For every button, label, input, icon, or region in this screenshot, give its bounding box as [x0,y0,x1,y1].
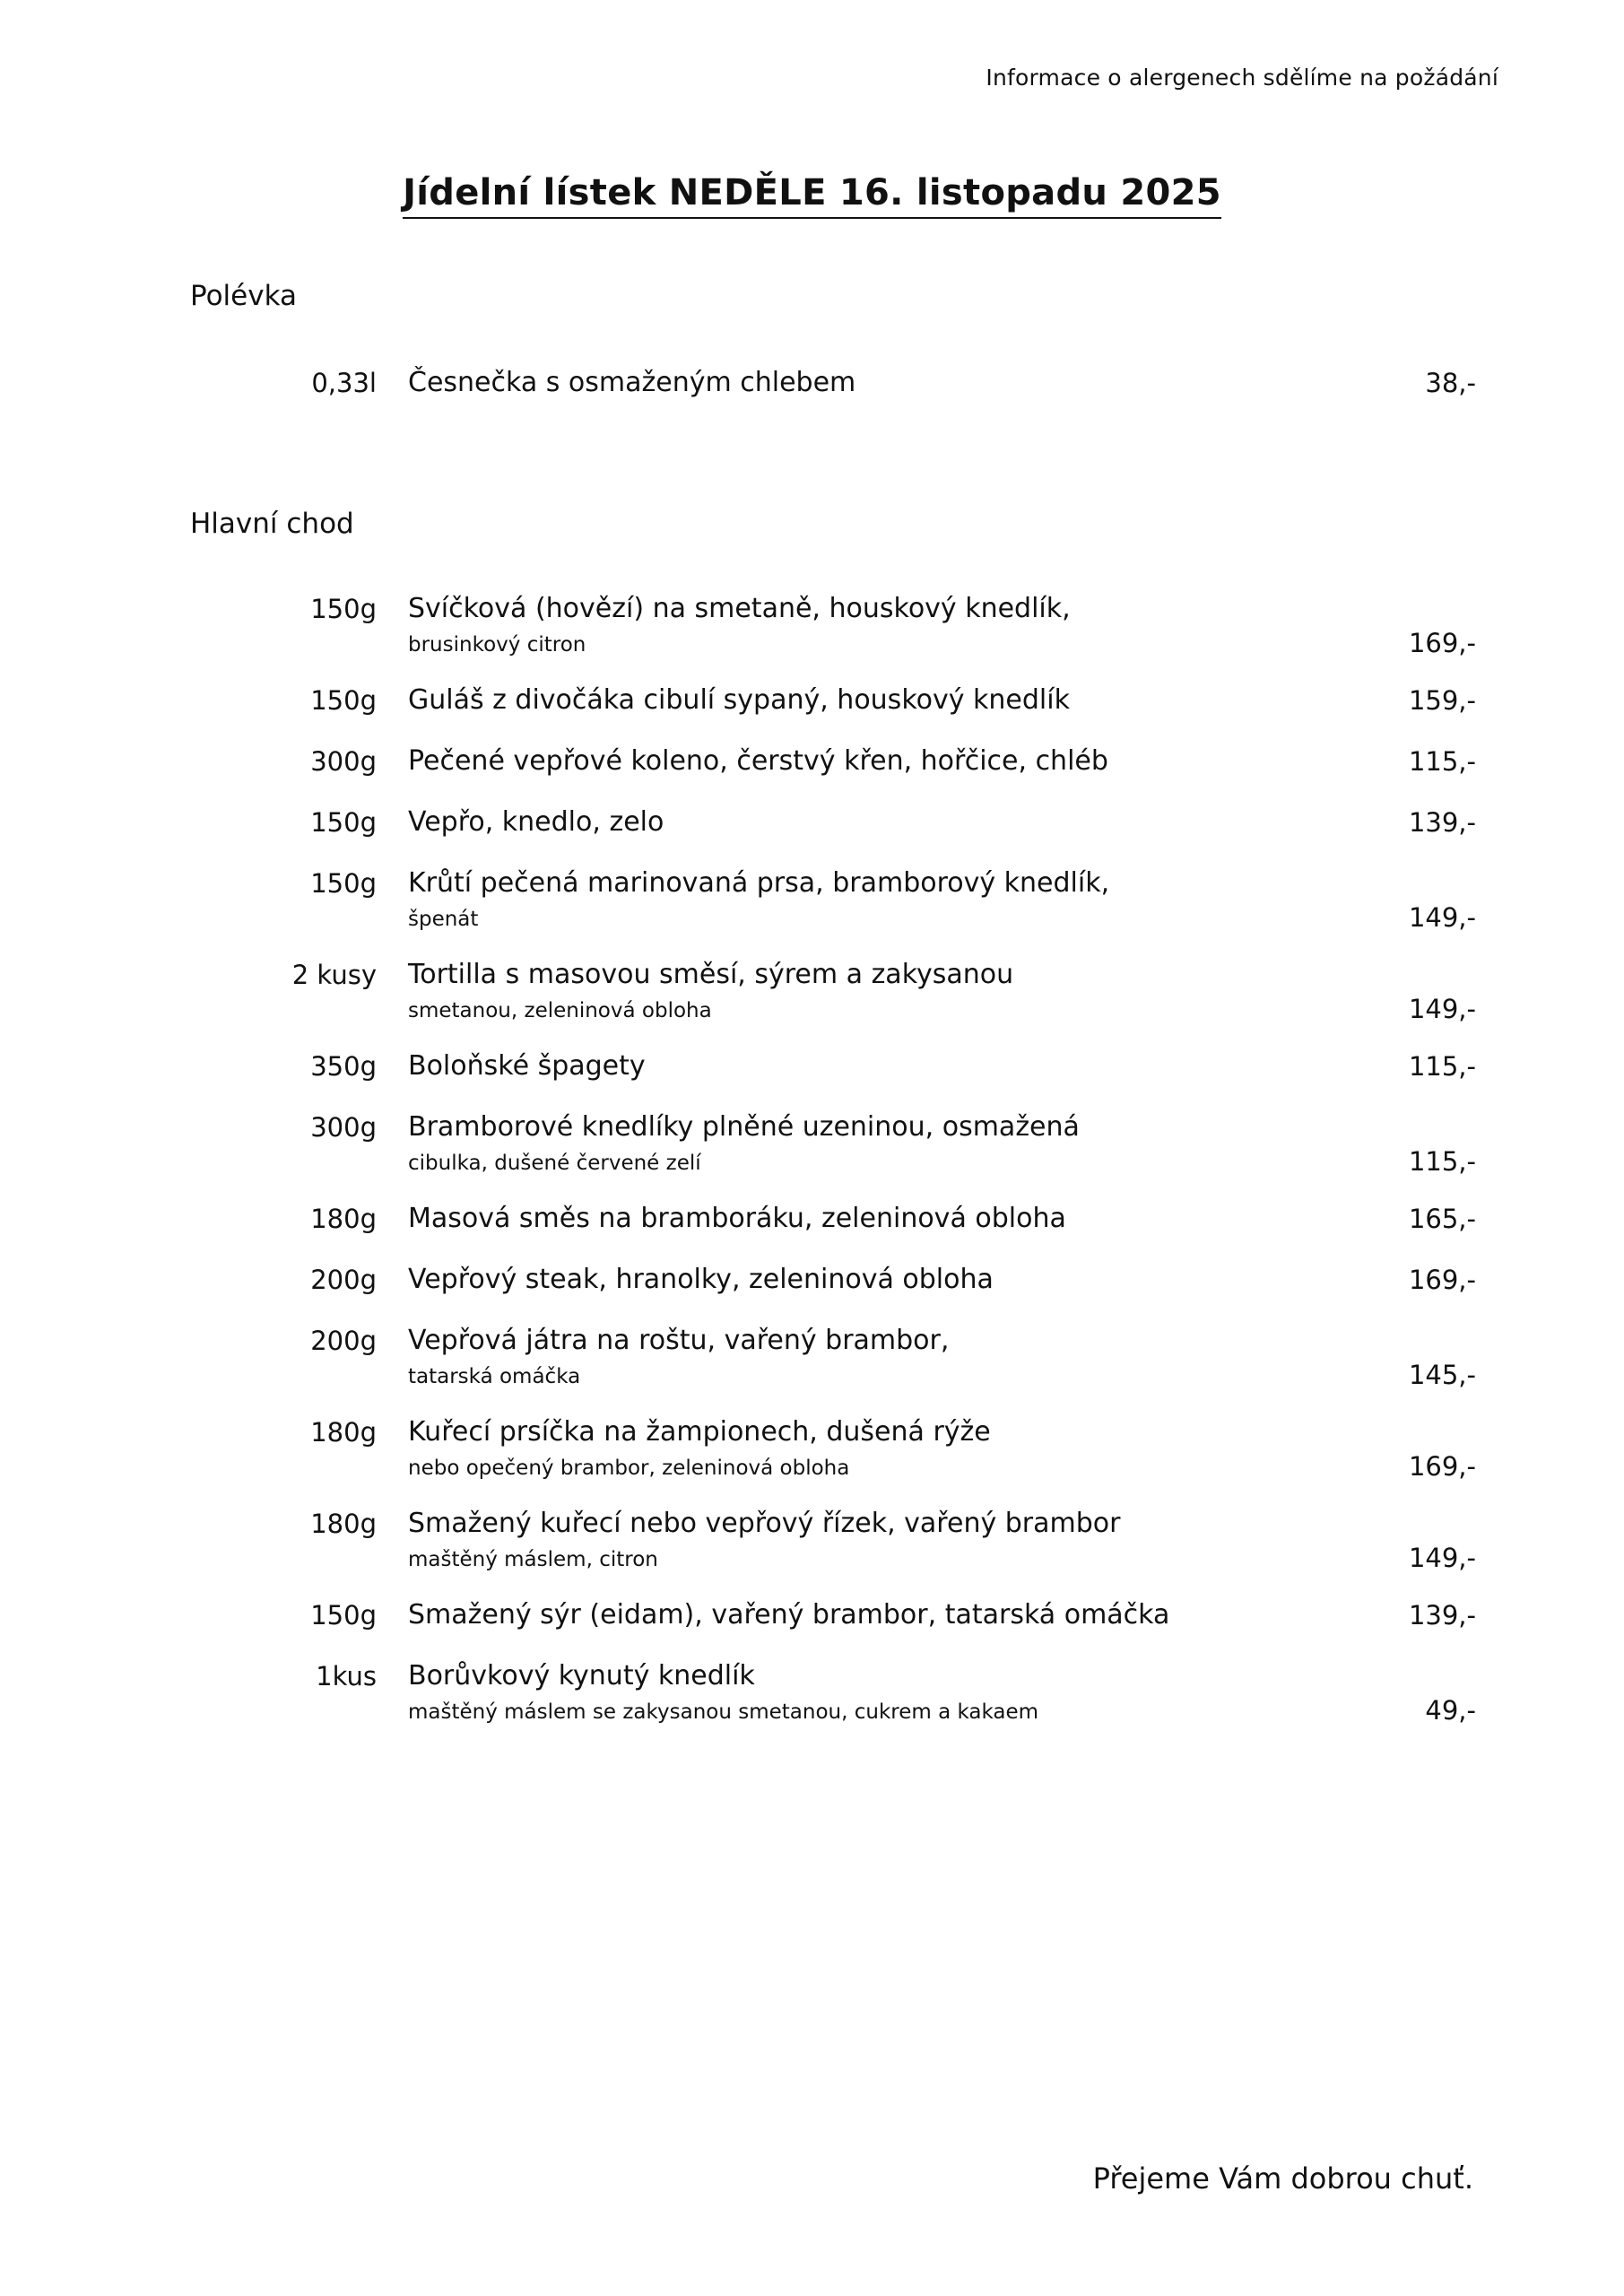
menu-item-name: Smažený kuřecí nebo vepřový řízek, vařený brambor [408,1508,1121,1539]
menu-item-price: 169,- [1408,628,1476,658]
menu-item-amount: 180g [310,1509,377,1539]
menu-item-price: 139,- [1408,1600,1476,1631]
menu-item-description [408,1507,1323,1576]
menu-item-description [408,683,1323,718]
menu-item-row [0,1598,1624,1650]
menu-item-price: 159,- [1408,685,1476,716]
menu-item-row [0,1415,1624,1498]
menu-item-name: Masová směs na bramboráku, zeleninová obloha [408,1203,1066,1234]
menu-item-note: tatarská omáčka [408,1365,581,1389]
menu-item-name: Vepřový steak, hranolky, zeleninová obloha [408,1264,994,1295]
menu-item-name: Boloňské špagety [408,1050,646,1082]
menu-item-name: Bramborové knedlíky plněné uzeninou, osmažená [408,1111,1080,1143]
section-heading-main: Hlavní chod [190,508,354,540]
menu-item-price: 149,- [1408,1543,1476,1573]
closing-wish: Přejeme Vám dobrou chuť. [1092,2161,1473,2196]
menu-item-row [0,744,1624,796]
menu-item-description [408,1263,1323,1297]
menu-item-description [408,366,1323,400]
menu-item-description [408,866,1323,935]
menu-item-name: Guláš z divočáka cibulí sypaný, houskový knedlík [408,684,1070,716]
menu-item-note: nebo opečený brambor, zeleninová obloha [408,1457,850,1481]
menu-item-description [408,958,1323,1027]
menu-item-row [0,1507,1624,1589]
menu-item-name: Svíčková (hovězí) na smetaně, houskový knedlík, [408,593,1071,624]
menu-item-amount: 180g [310,1417,377,1448]
menu-item-note: maštěný máslem se zakysanou smetanou, cukrem a kakaem [408,1700,1039,1725]
menu-item-note: maštěný máslem, citron [408,1548,658,1572]
menu-item-description [408,1049,1323,1083]
menu-item-note: brusinkový citron [408,633,586,657]
menu-item-row [0,683,1624,735]
menu-item-row [0,866,1624,949]
menu-item-row [0,366,1624,418]
menu-item-row [0,1049,1624,1101]
menu-item-row [0,1659,1624,1742]
menu-item-row [0,1202,1624,1254]
menu-item-description [408,1659,1323,1728]
menu-item-row [0,958,1624,1040]
menu-item-row [0,1263,1624,1315]
menu-item-description [408,1202,1323,1236]
menu-item-price: 115,- [1408,1146,1476,1177]
menu-item-description [408,1110,1323,1179]
menu-item-amount: 300g [310,746,377,777]
menu-item-price: 145,- [1408,1360,1476,1390]
menu-item-amount: 200g [310,1265,377,1295]
menu-item-price: 165,- [1408,1204,1476,1234]
menu-item-price: 149,- [1408,994,1476,1024]
menu-item-name: Vepřo, knedlo, zelo [408,806,664,838]
menu-item-price: 169,- [1408,1451,1476,1482]
menu-item-price: 139,- [1408,807,1476,838]
menu-item-amount: 0,33l [311,368,377,398]
page-title [0,172,1624,213]
menu-item-description [408,592,1323,661]
menu-item-name: Krůtí pečená marinovaná prsa, bramborový knedlík, [408,867,1110,899]
menu-item-row [0,805,1624,857]
menu-item-name: Kuřecí prsíčka na žampionech, dušená rýže [408,1416,991,1448]
menu-item-description [408,1324,1323,1393]
menu-item-price: 169,- [1408,1265,1476,1295]
menu-item-amount: 150g [310,868,377,899]
menu-item-amount: 200g [310,1326,377,1356]
menu-item-price: 49,- [1425,1695,1476,1726]
menu-item-amount: 300g [310,1112,377,1143]
menu-item-price: 115,- [1408,746,1476,777]
menu-item-name: Česnečka s osmaženým chlebem [408,367,856,398]
menu-item-price: 115,- [1408,1051,1476,1082]
menu-item-note: špenát [408,908,479,932]
menu-item-note: cibulka, dušené červené zelí [408,1152,701,1176]
menu-item-amount: 150g [310,594,377,624]
menu-item-name: Borůvkový kynutý knedlík [408,1660,755,1692]
menu-item-amount: 1kus [316,1661,377,1692]
menu-item-row [0,1110,1624,1193]
menu-item-description [408,1415,1323,1484]
menu-list-soup [0,366,1624,427]
menu-item-amount: 350g [310,1051,377,1082]
menu-item-description [408,805,1323,839]
menu-list-main [0,592,1624,1751]
menu-item-name: Pečené vepřové koleno, čerstvý křen, hořčice, chléb [408,745,1108,777]
menu-item-description [408,744,1323,778]
menu-item-row [0,592,1624,674]
menu-item-amount: 150g [310,685,377,716]
page-title-text: Jídelní lístek NEDĚLE 16. listopadu 2025 [403,172,1221,219]
section-heading-soup: Polévka [190,280,297,312]
menu-item-amount: 180g [310,1204,377,1234]
menu-item-name: Smažený sýr (eidam), vařený brambor, tatarská omáčka [408,1599,1170,1631]
menu-item-description [408,1598,1323,1632]
menu-item-price: 38,- [1425,368,1476,398]
menu-item-amount: 150g [310,1600,377,1631]
menu-item-amount: 2 kusy [291,960,377,990]
menu-item-amount: 150g [310,807,377,838]
allergen-note: Informace o alergenech sdělíme na požádání [986,65,1498,91]
menu-item-name: Vepřová játra na roštu, vařený brambor, [408,1325,950,1356]
menu-item-note: smetanou, zeleninová obloha [408,999,712,1023]
menu-item-row [0,1324,1624,1406]
menu-item-name: Tortilla s masovou směsí, sýrem a zakysanou [408,959,1014,990]
menu-item-price: 149,- [1408,902,1476,933]
